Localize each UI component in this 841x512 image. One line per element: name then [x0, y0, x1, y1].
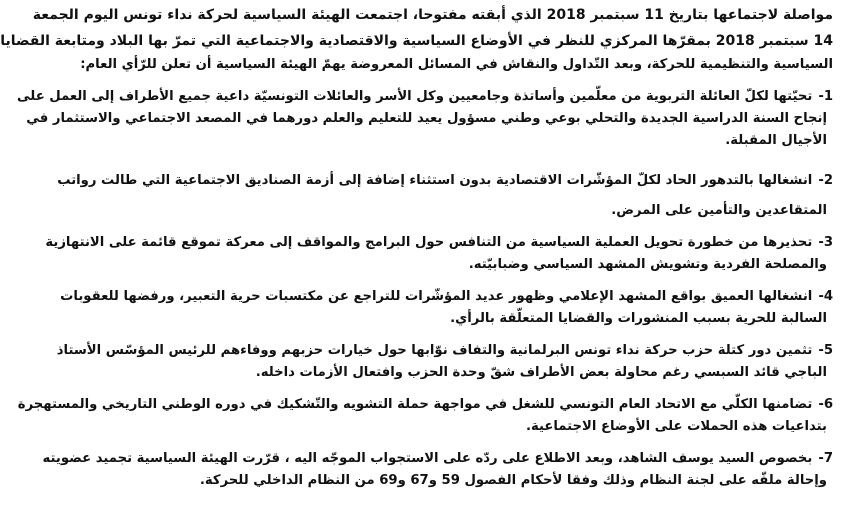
list-item — [16, 86, 833, 152]
intro-line: 14 سبتمبر 2018 بمقرّها المركزي للنظر في الأوضاع السياسية والاقتصادية والاجتماعية التي تمرّ بها البلاد ومتابعة القضايا — [0, 33, 833, 49]
item-number: 4- — [818, 289, 833, 304]
item-text: انشغالها بالتدهور الحاد لكلّ المؤشّرات الاقتصادية بدون استثناء إضافة إلى أزمة الصناديق الاجتماعية التي طالت رواتب — [57, 173, 813, 188]
intro-line: السياسية والتنظيمية للحركة، وبعد التّداول والنقاش في المسائل المعروضة يهمّ الهيئة السياسية أن تعلن للرّأي العام: — [80, 57, 833, 72]
list-item-line: المتقاعدين والتأمين على المرض. — [611, 203, 827, 218]
list-item-line: بتداعيات هذه الحملات على الأوضاع الاجتماعية. — [525, 419, 827, 434]
list-item-line — [60, 286, 833, 308]
list-item-line — [45, 232, 833, 254]
list-item — [56, 340, 833, 384]
list-item — [60, 286, 833, 330]
item-number: 6- — [818, 397, 833, 412]
list-item — [42, 448, 833, 492]
item-text: بخصوص السيد يوسف الشاهد، وبعد الاطلاع على ردّه على الاستجواب الموجّه اليه ، قرّرت الهيئة السياسية تجميد عضويته — [42, 451, 813, 466]
intro-line: مواصلة لاجتماعها بتاريخ 11 سبتمبر 2018 الذي أبقته مفتوحا، اجتمعت الهيئة السياسية لحركة نداء تونس اليوم الجمعة — [32, 7, 833, 23]
item-number: 1- — [818, 89, 833, 104]
list-item — [17, 394, 833, 438]
item-number: 2- — [818, 173, 833, 188]
list-item-line: والمصلحة الفردية وتشويش المشهد السياسي وضبابيّته. — [468, 257, 827, 272]
list-item-line — [17, 394, 833, 416]
list-item-line: الأجيال المقبلة. — [725, 133, 827, 148]
list-item-line — [57, 170, 833, 192]
list-item — [57, 170, 833, 222]
item-number: 7- — [818, 451, 833, 466]
list-item-line: وإحالة ملفّه على لجنة النظام وذلك وفقا لأحكام الفصول 59 و67 و69 من النظام الداخلي للحركة. — [199, 473, 827, 488]
item-text: تضامنها الكلّي مع الاتحاد العام التونسي للشغل في مواجهة حملة التشويه والتّشكيك في دوره الوطني التاريخي والمستهجرة — [17, 397, 813, 412]
item-text: تحذيرها من خطورة تحويل العملية السياسية من التنافس حول البرامج والمواقف إلى معركة تموقع قائمة على الانتهازية — [45, 235, 813, 250]
list-item-line — [16, 86, 833, 108]
intro-paragraph — [0, 2, 833, 76]
list-item — [45, 232, 833, 276]
list-item-line — [56, 340, 833, 362]
item-text: تحيّتها لكلّ العائلة التربوية من معلّمين وأساتذة وجامعيين وكل الأسر والعائلات التونسيّة داعية جميع الأطراف إلى العمل على — [16, 89, 813, 104]
item-text: تثمين دور كتلة حزب حركة نداء تونس البرلمانية والتفاف نوّابها حول خيارات حزبهم ووفاءهم للرئيس المؤسّس الأستاذ — [56, 343, 813, 358]
list-item-line: السالبة للحرية بسبب المنشورات والقضايا المتعلّقة بالرأي. — [450, 311, 827, 326]
list-item-line: الباجي قائد السبسي رغم محاولة بعض الأطراف شقّ وحدة الحزب وافتعال الأزمات داخله. — [255, 365, 827, 380]
list-item-line — [42, 448, 833, 470]
list-item-line: إنجاح السنة الدراسية الجديدة والتحلي بوعي وطني مسؤول يعيد للتعليم والعلم دورهما في المصعد الاجتماعي والاستثمار في — [26, 111, 827, 126]
item-number: 5- — [818, 343, 833, 358]
item-text: انشغالها العميق بواقع المشهد الإعلامي وظهور عديد المؤشّرات للتراجع عن مكتسبات حرية التعبير، ورفضها للعقوبات — [60, 289, 813, 304]
item-number: 3- — [818, 235, 833, 250]
